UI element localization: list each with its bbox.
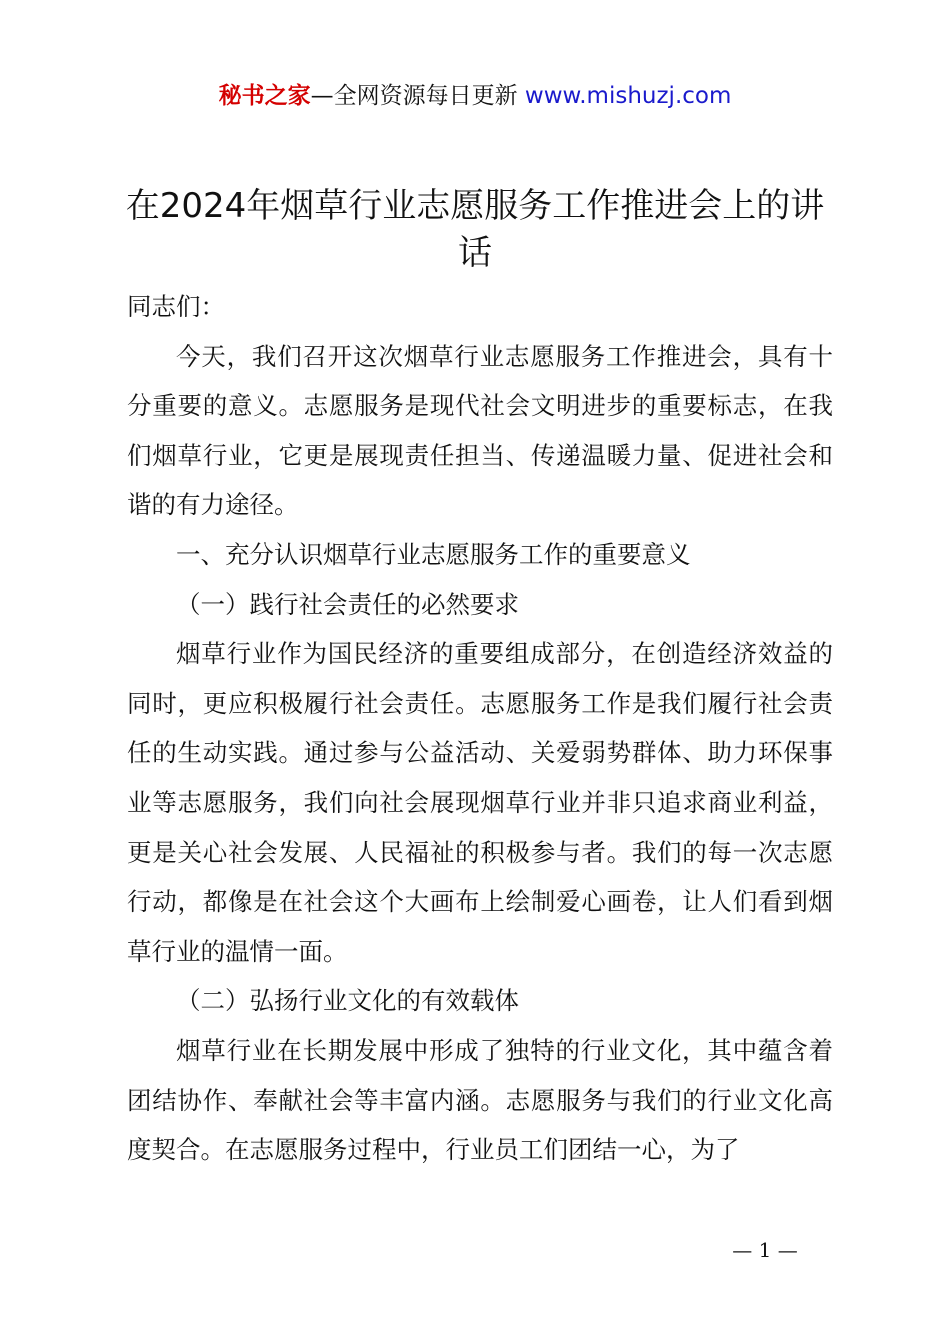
site-url-link[interactable]: www.mishuzj.com — [524, 83, 732, 109]
subsection-heading-2: （二）弘扬行业文化的有效载体 — [176, 986, 519, 1016]
document-title: 在2024年烟草行业志愿服务工作推进会上的讲话 — [125, 186, 825, 273]
paragraph-social-responsibility: 烟草行业作为国民经济的重要组成部分，在创造经济效益的同时，更应积极履行社会责任。志愿服务工作是我们履行社会责任的生动实践。通过参与公益活动、关爱弱势群体、助力环保事业等志愿服务，我们向社会展现烟草行业并非只追求商业利益，更是关心社会发展、人民福祉的积极参与者。我们的每一次志愿行动，都像是在社会这个大画布上绘制爱心画卷，让人们看到烟草行业的温情一面。 — [127, 639, 833, 966]
salutation: 同志们： — [127, 292, 225, 321]
site-brand: 秘书之家 — [218, 83, 311, 109]
site-tagline: —全网资源每日更新 — [310, 83, 518, 109]
section-heading-1: 一、充分认识烟草行业志愿服务工作的重要意义 — [176, 539, 691, 569]
subsection-heading-1: （一）践行社会责任的必然要求 — [176, 589, 519, 619]
page-number: — 1 — — [732, 1238, 798, 1262]
site-header — [0, 80, 950, 112]
paragraph-industry-culture: 烟草行业在长期发展中形成了独特的行业文化，其中蕴含着团结协作、奉献社会等丰富内涵。志愿服务与我们的行业文化高度契合。在志愿服务过程中，行业员工们团结一心，为了 — [127, 1035, 833, 1165]
document-body — [127, 282, 833, 1175]
paragraph-intro: 今天，我们召开这次烟草行业志愿服务工作推进会，具有十分重要的意义。志愿服务是现代社会文明进步的重要标志，在我们烟草行业，它更是展现责任担当、传递温暖力量、促进社会和谐的有力途径。 — [127, 341, 833, 520]
